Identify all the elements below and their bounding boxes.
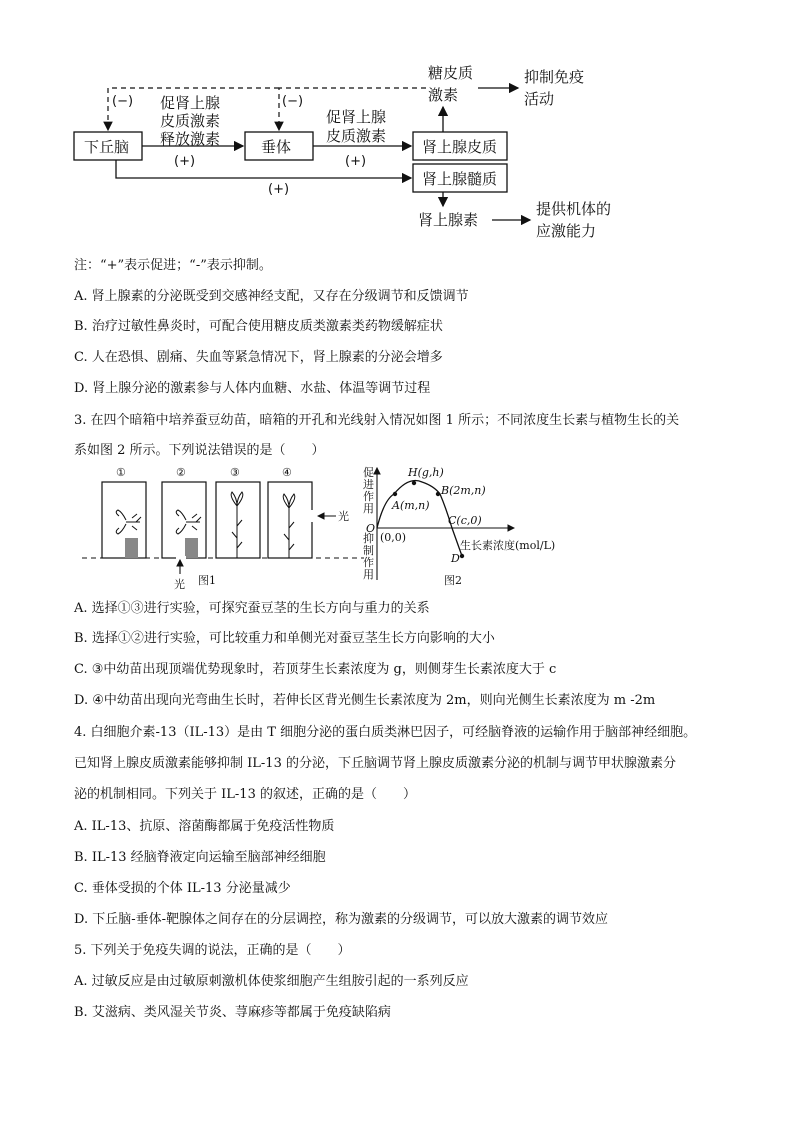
origin-point-label: (0,0)	[380, 531, 407, 544]
seedling-2-leaf-top	[176, 510, 186, 520]
minus-label-1: (−)	[112, 94, 134, 109]
acth-label-1: 促肾上腺	[326, 108, 387, 126]
immune-label-1: 抑制免疫	[524, 68, 585, 86]
point-a-label: A(m,n)	[392, 499, 430, 512]
figure-1	[82, 466, 364, 591]
q3-stem-line-2: 系如图 2 所示。下列说法错误的是（ ）	[74, 443, 325, 458]
crh-label-3: 释放激素	[160, 130, 221, 148]
light-label-2: 光	[174, 578, 185, 591]
point-h	[412, 481, 416, 485]
immune-label-2: 活动	[524, 90, 555, 108]
arrow-hypothalamus-medulla	[116, 160, 411, 178]
q4-stem-line-3: 泌的机制相同。下列关于 IL-13 的叙述，正确的是（ ）	[74, 787, 416, 802]
q4-option-c: C. 垂体受损的个体 IL-13 分泌量减少	[74, 881, 291, 896]
figure-2-caption: 图2	[444, 574, 462, 587]
point-d	[460, 554, 464, 558]
dark-box-2	[162, 482, 206, 558]
point-a	[393, 492, 397, 496]
point-c-label: C(c,0)	[448, 514, 482, 527]
pot-2	[185, 538, 198, 558]
yaxis-up-char-3: 作	[363, 490, 374, 503]
yaxis-down-char-2: 制	[363, 544, 374, 557]
point-h-label: H(g,h)	[408, 466, 444, 479]
q2-option-c: C. 人在恐惧、剧痛、失血等紧急情况下，肾上腺素的分泌会增多	[74, 350, 443, 365]
pot-1	[125, 538, 138, 558]
box-2-opening	[176, 556, 186, 560]
yaxis-up-char-4: 用	[363, 502, 374, 515]
q5-option-b: B. 艾滋病、类风湿关节炎、荨麻疹等都属于免疫缺陷病	[74, 1005, 391, 1020]
q3-option-d: D. ④中幼苗出现向光弯曲生长时，若伸长区背光侧生长素浓度为 2m，则向光侧生长素浓度为 m -2m	[74, 693, 656, 708]
seedling-4-leaves	[283, 494, 295, 508]
adrenal-medulla-label: 肾上腺髓质	[422, 170, 498, 188]
point-b	[436, 492, 440, 496]
minus-label-2: (−)	[282, 94, 304, 109]
adrenal-cortex-label: 肾上腺皮质	[422, 138, 498, 156]
q4-option-b: B. IL-13 经脑脊液定向运输至脑部神经细胞	[74, 850, 326, 865]
yaxis-up-char-2: 进	[363, 478, 374, 491]
seedling-1-leaf-top	[116, 510, 126, 520]
figure-row	[74, 462, 774, 592]
q3-option-b: B. 选择①②进行实验，可比较重力和单侧光对蚕豆茎生长方向影响的大小	[74, 631, 495, 646]
box-4-opening	[310, 510, 314, 522]
yaxis-down-char-1: 抑	[363, 532, 374, 545]
box-4-label: ④	[282, 466, 292, 479]
stress-label-1: 提供机体的	[536, 200, 612, 218]
hypothalamus-label: 下丘脑	[84, 138, 130, 156]
q3-option-a: A. 选择①③进行实验，可探究蚕豆茎的生长方向与重力的关系	[74, 601, 430, 616]
stress-label-2: 应激能力	[536, 222, 597, 240]
q2-option-b: B. 治疗过敏性鼻炎时，可配合使用糖皮质类激素类药物缓解症状	[74, 319, 443, 334]
plus-label-3: (+)	[268, 182, 290, 197]
light-label-4: 光	[338, 510, 349, 523]
q3-stem-line-1: 3. 在四个暗箱中培养蚕豆幼苗，暗箱的开孔和光线射入情况如图 1 所示；不同浓度生长素与植物生长的关	[74, 413, 680, 428]
glucocorticoid-label-2: 激素	[428, 86, 459, 104]
hormone-regulation-diagram	[0, 0, 794, 250]
point-b-label: B(2m,n)	[441, 484, 486, 497]
q4-stem-line-1: 4. 白细胞介素-13（IL-13）是由 T 细胞分泌的蛋白质类淋巴因子，可经脑脊液的运输作用于脑部神经细胞。	[74, 725, 697, 740]
yaxis-up-char-1: 促	[363, 466, 374, 479]
origin-label: O	[366, 522, 376, 535]
plus-label-1: (+)	[174, 154, 196, 169]
pituitary-label: 垂体	[261, 138, 292, 156]
seedling-3-leaves	[231, 492, 243, 506]
crh-label-1: 促肾上腺	[160, 94, 221, 112]
dark-box-1	[102, 482, 146, 558]
q4-option-d: D. 下丘脑-垂体-靶腺体之间存在的分层调控，称为激素的分级调节，可以放大激素的调节效应	[74, 912, 609, 927]
seedling-1-leaf-bottom	[116, 524, 126, 534]
figure-2	[363, 466, 555, 587]
yaxis-down-char-4: 用	[363, 568, 374, 581]
x-axis-label: 生长素浓度(mol/L)	[460, 539, 556, 552]
acth-label-2: 皮质激素	[326, 127, 387, 145]
seedling-2-leaf-bottom	[176, 524, 186, 534]
note-line: 注：“+”表示促进；“-”表示抑制。	[74, 258, 272, 273]
dark-box-4	[268, 482, 312, 558]
q2-option-a: A. 肾上腺素的分泌既受到交感神经支配，又存在分级调节和反馈调节	[74, 289, 469, 304]
yaxis-down-char-3: 作	[363, 556, 374, 569]
q3-option-c: C. ③中幼苗出现顶端优势现象时，若顶芽生长素浓度为 g，则侧芽生长素浓度大于 c	[74, 662, 557, 677]
adrenaline-label: 肾上腺素	[418, 211, 479, 229]
crh-label-2: 皮质激素	[160, 112, 221, 130]
box-2-label: ②	[176, 466, 186, 479]
figure-1-caption: 图1	[198, 574, 216, 587]
q5-stem: 5. 下列关于免疫失调的说法，正确的是（ ）	[74, 943, 351, 958]
box-3-label: ③	[230, 466, 240, 479]
point-d-label: D	[451, 552, 460, 565]
q2-option-d: D. 肾上腺分泌的激素参与人体内血糖、水盐、体温等调节过程	[74, 381, 431, 396]
q5-option-a: A. 过敏反应是由过敏原刺激机体使浆细胞产生组胺引起的一系列反应	[74, 974, 469, 989]
plus-label-2: (+)	[345, 154, 367, 169]
glucocorticoid-label-1: 糖皮质	[428, 64, 474, 82]
q4-stem-line-2: 已知肾上腺皮质激素能够抑制 IL-13 的分泌，下丘脑调节肾上腺皮质激素分泌的机制与调节甲状腺激素分	[74, 756, 676, 771]
q4-option-a: A. IL-13、抗原、溶菌酶都属于免疫活性物质	[74, 819, 335, 834]
box-1-label: ①	[116, 466, 126, 479]
